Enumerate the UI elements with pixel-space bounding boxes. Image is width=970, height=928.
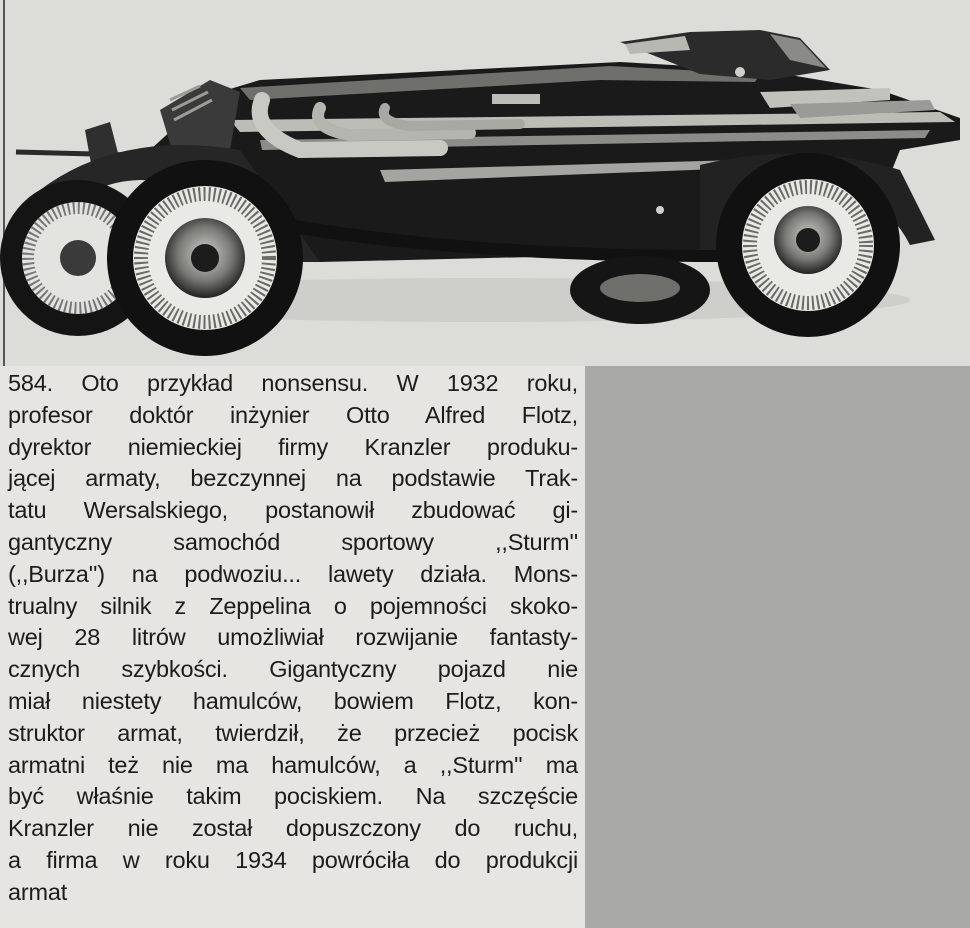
front-wheel [107, 160, 303, 356]
caption-line-10: cznych szybkości. Gigantyczny pojazd nie [8, 656, 578, 683]
sturm-car-illustration [0, 0, 970, 366]
caption-line-9: wej 28 litrów umożliwiał rozwijanie fantasty- [8, 624, 578, 651]
caption-line-2: profesor doktór inżynier Otto Alfred Flotz, [8, 401, 578, 428]
rear-left-wheel [570, 256, 710, 324]
caption-line-12: struktor armat, twierdził, że przecież pocisk [8, 719, 578, 746]
caption-line-14: być właśnie takim pociskiem. Na szczęście [8, 783, 578, 810]
caption-line-7: (,,Burza'') na podwoziu... lawety działa. Mons- [8, 560, 578, 587]
caption-line-4: jącej armaty, bezczynnej na podstawie Trak- [8, 465, 578, 492]
caption-line-8: trualny silnik z Zeppelina o pojemności skoko- [8, 592, 578, 619]
caption-line-6: gantyczny samochód sportowy ,,Sturm'' [8, 528, 578, 555]
caption-page [0, 366, 585, 928]
caption-line-11: miał niestety hamulców, bowiem Flotz, kon- [8, 687, 578, 714]
rear-wheel [716, 153, 900, 337]
car-photograph [0, 0, 970, 366]
caption-line-1: 584. Oto przykład nonsensu. W 1932 roku, [8, 370, 578, 396]
caption-line-15: Kranzler nie został dopuszczony do ruchu, [8, 815, 578, 842]
caption-text [8, 368, 578, 909]
caption-line-3: dyrektor niemieckiej firmy Kranzler produku- [8, 433, 578, 460]
caption-line-13: armatni też nie ma hamulców, a ,,Sturm'' ma [8, 751, 578, 778]
caption-line-5: tatu Wersalskiego, postanowił zbudować gi- [8, 497, 578, 524]
caption-line-17: armat [8, 878, 68, 905]
caption-line-16: a firma w roku 1934 powróciła do produkcji [8, 846, 578, 873]
